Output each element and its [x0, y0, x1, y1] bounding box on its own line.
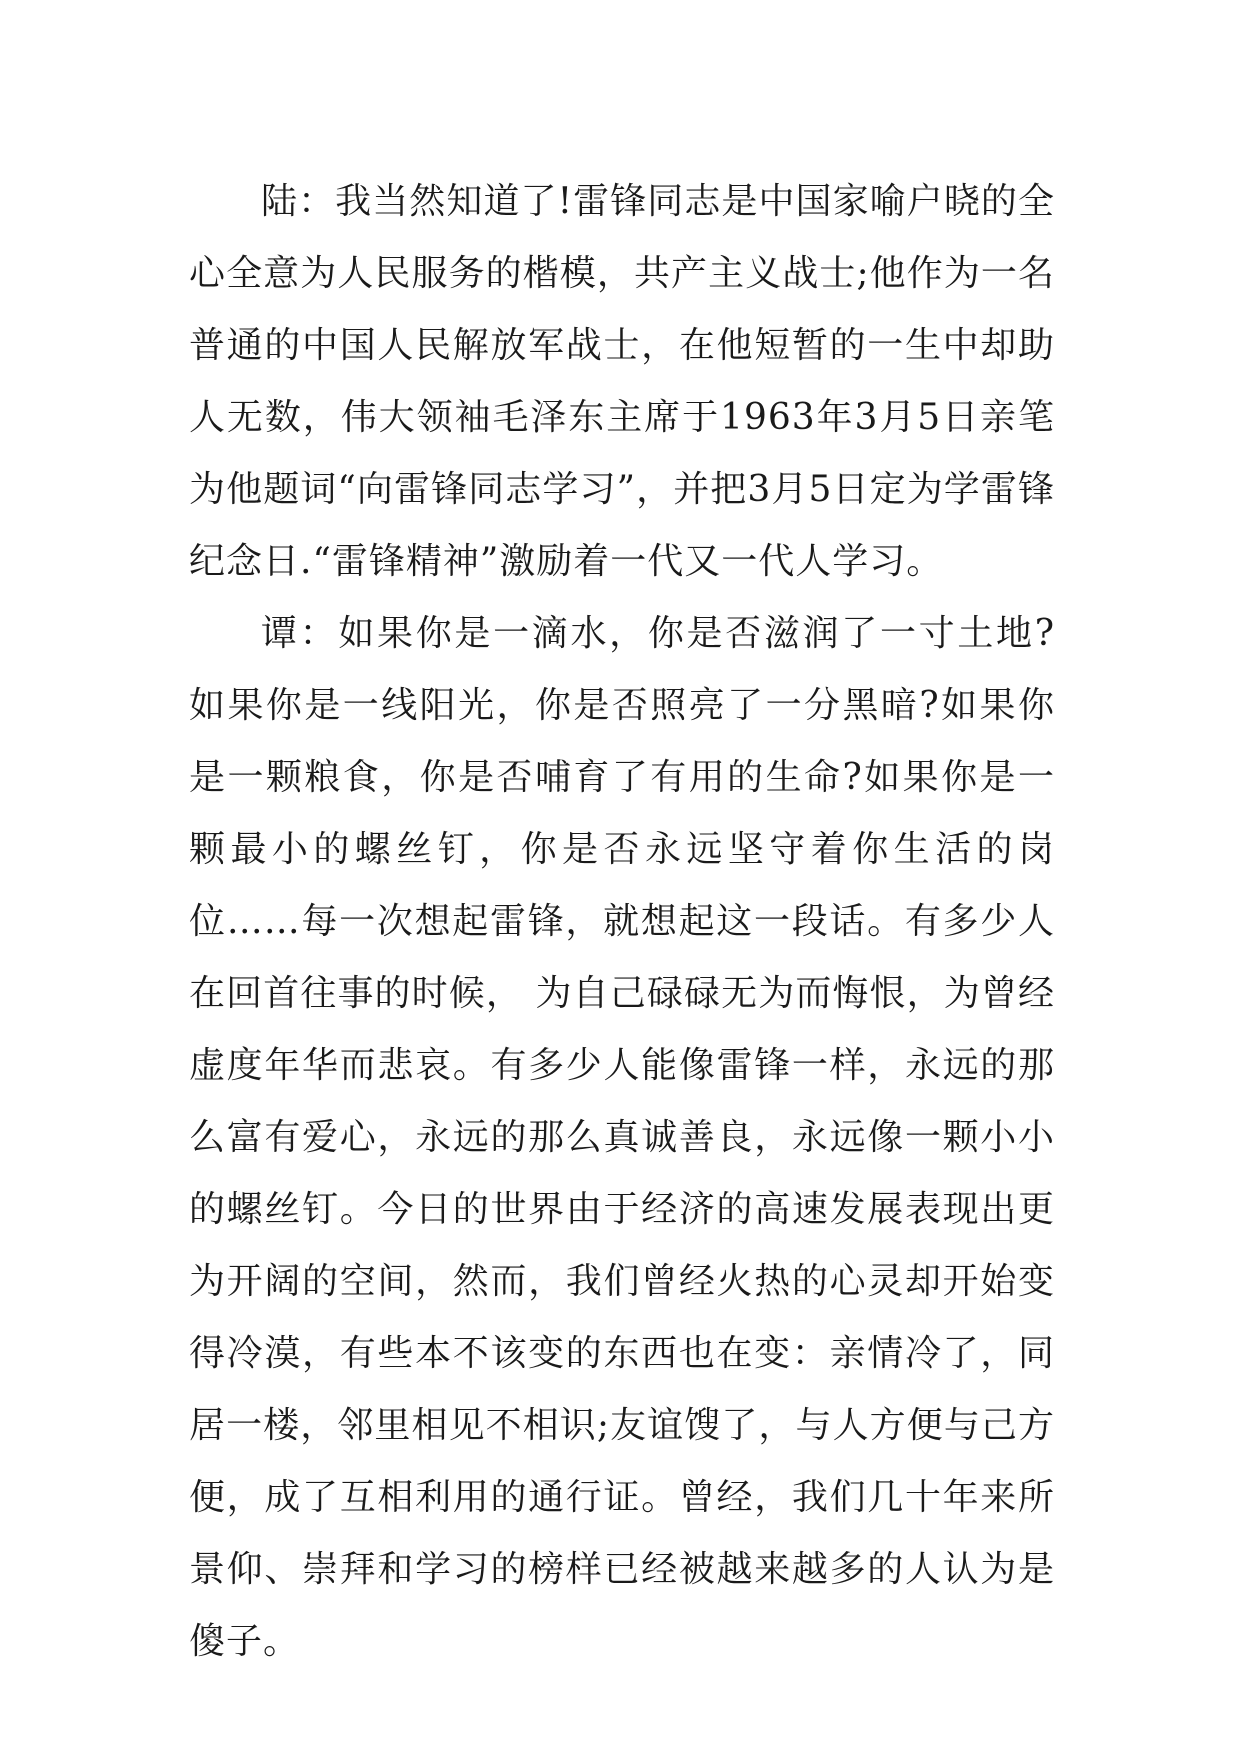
dialogue-paragraph-lu	[189, 166, 1055, 598]
paragraph-text: 陆：我当然知道了!雷锋同志是中国家喻户晓的全心全意为人民服务的楷模，共产主义战士;他作为一名普通的中国人民解放军战士，在他短暂的一生中却助人无数，伟大领袖毛泽东主席于1963年3月5日亲笔为他题词“向雷锋同志学习”，并把3月5日定为学雷锋纪念日.“雷锋精神”激励着一代又一代人学习。	[189, 181, 1055, 582]
paragraph-text: 谭：如果你是一滴水，你是否滋润了一寸土地?如果你是一线阳光，你是否照亮了一分黑暗?如果你是一颗粮食，你是否哺育了有用的生命?如果你是一颗最小的螺丝钉，你是否永远坚守着你生活的岗位……每一次想起雷锋，就想起这一段话。有多少人在回首往事的时候， 为自己碌碌无为而悔恨，为曾经虚度年华而悲哀。有多少人能像雷锋一样，永远的那么富有爱心，永远的那么真诚善良，永远像一颗小小的螺丝钉。今日的世界由于经济的高速发展表现出更为开阔的空间，然而，我们曾经火热的心灵却开始变得冷漠，有些本不该变的东西也在变：亲情冷了，同居一楼，邻里相见不相识;友谊馊了，与人方便与己方便，成了互相利用的通行证。曾经，我们几十年来所景仰、崇拜和学习的榜样已经被越来越多的人认为是傻子。	[189, 613, 1055, 1662]
dialogue-paragraph-tan	[189, 598, 1055, 1678]
